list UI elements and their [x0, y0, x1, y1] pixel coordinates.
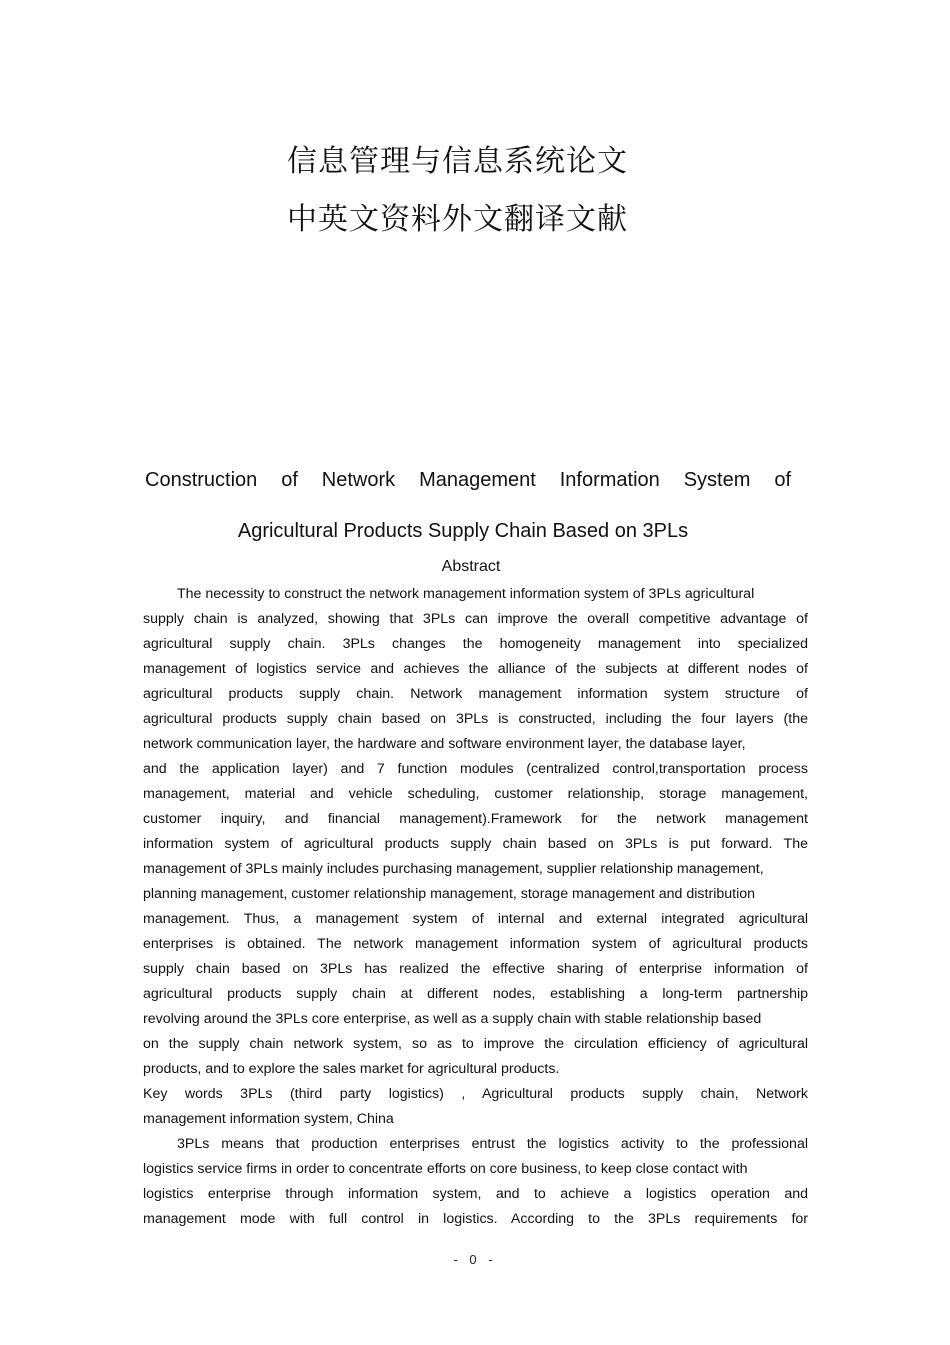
body-line: planning management, customer relationship management, storage management and distribution [143, 886, 756, 902]
body-line: agricultural supply chain. 3PLs changes the homogeneity management into specialized [143, 636, 808, 652]
paper-title-line-1: Construction of Network Management Information System of [145, 469, 791, 491]
body-line: management. Thus, a management system of internal and external integrated agricultural [143, 911, 808, 927]
body-line: agricultural products supply chain. Network management information system structure of [143, 686, 808, 702]
document-title-chinese-line-1: 信息管理与信息系统论文 [287, 144, 628, 179]
body-line: network communication layer, the hardware and software environment layer, the database layer, [143, 736, 746, 752]
body-line: management of 3PLs mainly includes purchasing management, supplier relationship management, [143, 861, 764, 877]
body-line: The necessity to construct the network management information system of 3PLs agricultural [177, 586, 755, 602]
body-line: customer inquiry, and financial management).Framework for the network management [143, 811, 808, 827]
body-line: on the supply chain network system, so as to improve the circulation efficiency of agricultural [143, 1036, 808, 1052]
body-line: agricultural products supply chain based on 3PLs is constructed, including the four layers (the [143, 711, 808, 727]
body-line: agricultural products supply chain at different nodes, establishing a long-term partnership [143, 986, 808, 1002]
body-line: revolving around the 3PLs core enterprise, as well as a supply chain with stable relationship based [143, 1011, 762, 1027]
body-line: enterprises is obtained. The network management information system of agricultural products [143, 936, 808, 952]
abstract-heading: Abstract [441, 558, 501, 575]
body-line: 3PLs means that production enterprises entrust the logistics activity to the professional [177, 1136, 808, 1152]
keywords-line: Key words 3PLs (third party logistics) , Agricultural products supply chain, Network [143, 1086, 808, 1102]
body-line: supply chain based on 3PLs has realized the effective sharing of enterprise information of [143, 961, 808, 977]
body-line: logistics service firms in order to concentrate efforts on core business, to keep close contact with [143, 1161, 748, 1177]
body-line: management of logistics service and achieves the alliance of the subjects at different nodes of [143, 661, 808, 677]
abstract-body [143, 582, 808, 1232]
body-line: supply chain is analyzed, showing that 3PLs can improve the overall competitive advantage of [143, 611, 808, 627]
body-line: information system of agricultural products supply chain based on 3PLs is put forward. The [143, 836, 808, 852]
body-line: products, and to explore the sales market for agricultural products. [143, 1061, 560, 1077]
document-title-chinese-line-2: 中英文资料外文翻译文献 [287, 202, 628, 237]
body-line: and the application layer) and 7 function modules (centralized control,transportation process [143, 761, 808, 777]
page-number: - 0 - [453, 1252, 497, 1267]
body-line: logistics enterprise through information system, and to achieve a logistics operation and [143, 1186, 808, 1202]
keywords-line: management information system, China [143, 1111, 394, 1127]
body-line: management, material and vehicle scheduling, customer relationship, storage management, [143, 786, 808, 802]
paper-title-line-2: Agricultural Products Supply Chain Based on 3PLs [237, 520, 689, 542]
body-line: management mode with full control in logistics. According to the 3PLs requirements for [143, 1211, 808, 1227]
